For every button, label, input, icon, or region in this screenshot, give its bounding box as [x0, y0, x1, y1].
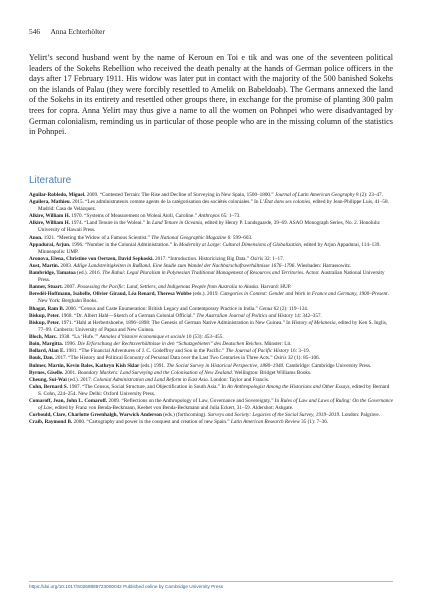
reference-text: 1970. “Systems of Measurement on Woleai Atoll, Caroline.”	[69, 213, 199, 220]
reference-title: Possessing the Pacific: Land, Settlers, and Indigenous People from Australia to Alaska	[77, 284, 258, 291]
reference-text: 1996.	[63, 341, 78, 348]
reference-text: 1938. “La ‘Hufe.’”	[57, 333, 100, 340]
reference-text: 2009. “Reflections on the Anthropology of Law, Governance and Sovereignty.” In	[107, 398, 281, 405]
reference-details: . London: Palgrave.	[339, 412, 380, 419]
reference-author: Aronova, Elena, Christine von Oertzen, David Sepkoski.	[29, 255, 154, 262]
reference-entry	[29, 377, 393, 384]
page-number: 546	[29, 27, 41, 36]
reference-text: 2017. “The History and Political Economy of Personal Data over the Last Two Centuries in Three Acts.”	[53, 355, 274, 362]
reference-text: 2006. “Census and Caste Enumeration: British Legacy and Contemporary Practice in India.”	[64, 305, 260, 312]
reference-text: 2015. “Les administrateurs comme agents de la catégorisation des sociétés coloniales.” In	[70, 199, 260, 206]
running-author: Anna Echterhölter	[50, 27, 105, 36]
reference-title: Modernity at Large: Cultural Dimensions of Globalization	[179, 241, 302, 248]
reference-author: Appadurai, Arjun.	[29, 241, 71, 248]
reference-details: . Acton: Australian National University Press.	[38, 270, 385, 284]
reference-text: (ed.). 2016.	[75, 270, 103, 277]
reference-entry	[29, 270, 393, 284]
reference-author: Bambridge, Tamatoa	[29, 270, 76, 277]
reference-author: Biskup, Peter.	[29, 319, 60, 326]
reference-entry	[29, 306, 393, 313]
reference-details: 35 (1): 7–36.	[299, 419, 329, 426]
reference-entry	[29, 419, 393, 426]
reference-details: , edited by Jean-Philippe Luis, 41–58. Madrid: Casa de Velázquez.	[38, 199, 389, 213]
reference-title: L’État dans ses colonies	[259, 199, 311, 206]
reference-entry	[29, 355, 393, 362]
reference-author: Boin, Margitta.	[29, 341, 64, 348]
reference-author: Comaroff, Jean, John L. Comaroff.	[29, 398, 108, 405]
reference-details: 14: 342–357.	[293, 312, 322, 319]
reference-title: Boundary Markers: Land Surveying and the Colonisation of New Zealand	[77, 369, 232, 376]
reference-author: Aguilera, Mathieu.	[29, 199, 71, 206]
reference-title: Die Erforschung der Rechtsverhältnisse in den “Schutzgebieten” des Deutschen Reiches	[77, 341, 262, 348]
reference-entry	[29, 256, 393, 263]
reference-author: Cohn, Bernard S.	[29, 383, 68, 390]
reference-author: Cheung, Sui-Wai	[29, 376, 67, 383]
reference-entry	[29, 334, 393, 341]
reference-entry	[29, 199, 393, 213]
reference-author: Bhagat, Ram B.	[29, 305, 65, 312]
reference-title: Categories in Context: Gender and Work in France and Germany, 1900–Present	[220, 291, 388, 298]
reference-author: Anon.	[29, 234, 43, 241]
reference-title: Osiris	[250, 255, 264, 262]
reference-title: Latin American Research Review	[230, 419, 300, 426]
reference-text: 2009. “Contested Terrain: The Rise and Decline of Surveying in New Spain, 1500–1800.”	[85, 192, 275, 198]
reference-details: 10 (53): 453–455.	[185, 333, 224, 340]
reference-details: 6: 599–603.	[226, 234, 253, 241]
reference-text: 1996. “Number in the Colonial Administration.” In	[70, 241, 180, 248]
reference-details: 32 (1): 85–106.	[286, 355, 320, 362]
reference-details: . Münster: Lit.	[261, 341, 292, 348]
reference-author: Aguilar-Robledo, Miguel.	[29, 192, 86, 198]
reference-author: Alkire, William H.	[29, 213, 70, 220]
reference-title: Annales d’histoire économique et sociale	[99, 333, 186, 340]
reference-details: , edited by Bernard S. Cohn, 224–254. New Delhi: Oxford University Press.	[38, 383, 390, 397]
reference-title: Surveys and Society: Legacies of the Social Survey, 1919–2019	[207, 412, 340, 419]
reference-text: 1968. “Dr. Albert Hahl—Sketch of a German Colonial Official.”	[59, 312, 197, 319]
reference-details: . London: Taylor and Francis.	[207, 376, 270, 383]
reference-author: Corbould, Clare, Charlotte Greenhalgh, Warwick Anderson	[29, 412, 162, 419]
reference-title: An Anthropologist Among the Historians and Other Essays	[226, 383, 350, 390]
reference-author: Craib, Raymond B.	[29, 419, 73, 426]
reference-details: 16: 3–19.	[289, 348, 311, 355]
reference-details: , edited by Ken S. Inglis, 77–99. Canberra: University of Papua and New Guinea.	[38, 319, 388, 333]
reference-entry	[29, 363, 393, 370]
reference-entry	[29, 220, 393, 234]
reference-details: , edited by Arjun Appadurai, 114–139. Minneapolis: UMP.	[38, 241, 381, 255]
reference-entry	[29, 242, 393, 256]
reference-title: Land Tenure in Oceania	[151, 220, 203, 227]
reference-text: 1981. “The Financial Adventures of J. C. Godeffroy and Son in the Pacific.”	[64, 348, 226, 355]
reference-text: 1974. “Land Tenure in the Woleai.” In	[69, 220, 152, 227]
reference-details: 8 (2): 23–47.	[354, 192, 383, 198]
reference-author: Bollard, Alan E.	[29, 348, 65, 355]
reference-title: The Rahui: Legal Pluralism in Polynesian Traditional Management of Resources and Territories	[102, 270, 304, 277]
reference-text: 2007.	[62, 284, 78, 291]
reference-title: Anthropos	[198, 213, 220, 220]
reference-entry	[29, 291, 393, 305]
reference-author: Byrnes, Giselle.	[29, 369, 64, 376]
running-header	[29, 27, 105, 36]
reference-entry	[29, 384, 393, 398]
reference-text: 1987. “The Census, Social Structure, and Objectification in South Asia.” In	[67, 383, 227, 390]
reference-entry	[29, 263, 393, 270]
reference-author: Aust, Martin.	[29, 262, 60, 269]
reference-title: Osiris	[273, 355, 287, 362]
reference-text: 2000. “Cartography and power in the conquest and creation of new Spain.”	[72, 419, 231, 426]
reference-details: , edited by Franz von Benda-Beckmann, Keebet von Benda-Beckmann and Julia Eckert, 31–59. Aldershot: Ashgate.	[52, 405, 294, 412]
literature-heading: Literature	[29, 175, 72, 186]
reference-details: . Wellington: Bridget Williams Books.	[231, 369, 312, 376]
reference-author: Bereděi-Hoffmann, Isabelle, Olivier Giraud, Léa Renard, Theresa Wobbe	[29, 291, 192, 298]
reference-text: (eds.) 1991.	[139, 362, 167, 369]
reference-details: . Wiesbaden: Harrassowitz.	[294, 262, 352, 269]
reference-author: Banner, Stuart.	[29, 284, 63, 291]
reference-author: Biskup, Peter.	[29, 312, 60, 319]
reference-author: Alkire, William H.	[29, 220, 70, 227]
reference-entry	[29, 235, 393, 242]
reference-author: Bouk, Dan.	[29, 355, 54, 362]
reference-details: . New York: Berghahn Books.	[38, 291, 389, 305]
reference-title: Colonial Administration and Land Reform in East Asia	[93, 376, 208, 383]
reference-title: Journal of Latin American Geography	[274, 192, 355, 198]
reference-text: (ed.). 2017.	[66, 376, 94, 383]
reference-details: . Harvard: HUP.	[257, 284, 292, 291]
reference-title: Genus	[259, 305, 273, 312]
reference-title: The Australian Journal of Politics and History	[196, 312, 294, 319]
reference-title: The National Geographic Magazine	[151, 234, 227, 241]
reference-title: History of Melanesia	[291, 319, 336, 326]
reference-text: (eds.) (forthcoming).	[161, 412, 208, 419]
reference-details: 62 (2): 119–134.	[272, 305, 309, 312]
reference-text: 2003.	[59, 262, 74, 269]
reference-list	[29, 192, 393, 427]
reference-text: (eds.). 2019.	[191, 291, 221, 298]
reference-details: 65: 1–73.	[219, 213, 241, 220]
reference-text: 2001.	[63, 369, 78, 376]
reference-entry	[29, 320, 393, 334]
reference-text: 2017. “Introduction. Historicizing Big Data.”	[153, 255, 251, 262]
body-paragraph: Yelirt’s second husband went by the name of Keroun en Toi e tik and was one of the seventeen political leaders of the Sokehs Rebellion who received the death penalty at the hands of German police officers in the days after 17 February 1911. His widow was later put in contact with the majority of the 500 banished Sokehs on the islands of Palau (they were forcibly resettled to Amelik on Babeldoab). The Germans annexed the land of the Sokehs in its entirety and resettled other groups there, in exchange for the promise of planting 300 palm trees for copra. Anna Yelirt may thus give a name to all the women on Pohnpei who were disadvantaged by German colonialism, reminding us in particular of those people who are in the missing column of the statistics in Pohnpei.	[29, 53, 393, 137]
reference-title: Adlige Landstreitigkeiten in Rußland. Eine Studie zum Wandel der Nachbarschaftsverhältnisse 1676–1796	[73, 262, 295, 269]
reference-title: The Journal of Pacific History	[225, 348, 290, 355]
reference-entry	[29, 398, 393, 412]
reference-text: 1921. “Meeting the Widow of a Famous Scientist.”	[42, 234, 152, 241]
reference-entry	[29, 370, 393, 377]
doi-footer-link[interactable]: https://doi.org/10.1017/S0269889723000042 Published online by Cambridge University Press	[29, 584, 224, 589]
reference-author: Bulmer, Martin, Kevin Bales, Kathryn Kish Sklar	[29, 362, 140, 369]
reference-details: . Cambridge: Cambridge University Press.	[283, 362, 372, 369]
reference-text: 1971. “Hahl at Herbertshoehe, 1896–1898: The Genesis of German Native Administration in New Guinea.” In	[59, 319, 292, 326]
reference-details: , edited by Henry P. Lundsgaarde, 39–69. ASAO Monograph Series, No. 2. Honolulu: University of Hawaii Press.	[38, 220, 381, 234]
footer-divider	[29, 581, 393, 582]
reference-details: 32: 1–17.	[263, 255, 284, 262]
reference-title: Rules of Law and Laws of Ruling: On the Governance of Law	[38, 398, 393, 412]
reference-title: The Social Survey in Historical Perspective, 1880–1940	[166, 362, 284, 369]
reference-entry	[29, 313, 393, 320]
reference-author: Bloch, Marc.	[29, 333, 58, 340]
reference-entry	[29, 192, 393, 199]
